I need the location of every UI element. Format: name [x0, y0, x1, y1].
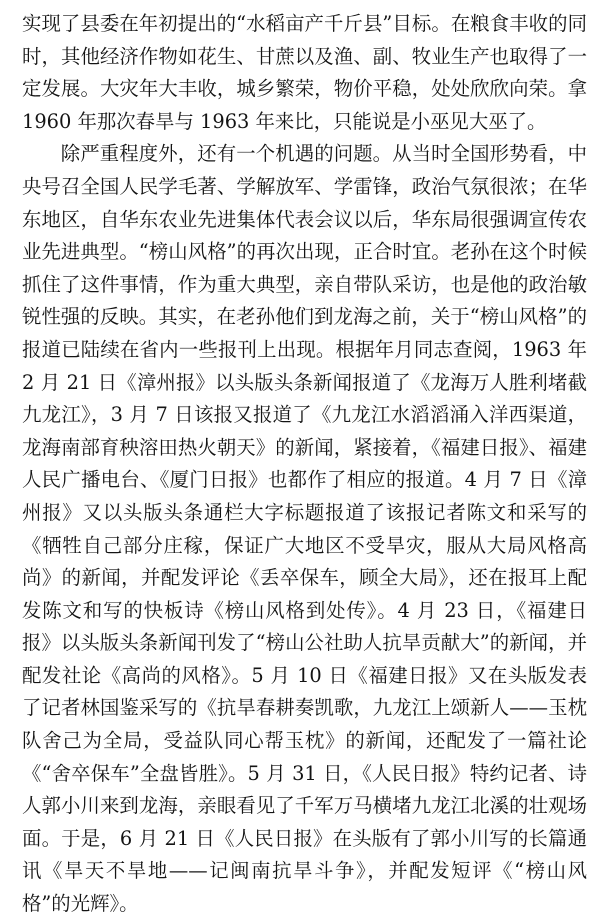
paragraph-bangshan-style: 除严重程度外，还有一个机遇的问题。从当时全国形势看，中央号召全国人民学毛著、学解放军、学雷锋，政治气氛很浓；在华东地区，自华东农业先进集体代表会议以后，华东局很强调宣传农业先进典型。“榜山风格”的再次出现，正合时宜。老孙在这个时候抓住了这件事情，作为重大典型，亲自带队采访，也是他的政治敏锐性强的反映。其实，在老孙他们到龙海之前，关于“榜山风格”的报道已陆续在省内一些报刊上出现。根据年月同志查阅，1963 年 2 月 21 日《漳州报》以头版头条新闻报道了《龙海万人胜利堵截九龙江》，3 月 7 日该报又报道了《九龙江水滔滔涌入洋西渠道，龙海南部育秧溶田热火朝天》的新闻，紧接着，《福建日报》、福建人民广播电台、《厦门日报》也都作了相应的报道。4 月 7 日《漳州报》又以头版头条通栏大字标题报道了该报记者陈文和采写的《牺牲自己部分庄稼，保证广大地区不受旱灾，服从大局风格高尚》的新闻，并配发评论《丢卒保车，顾全大局》，还在报耳上配发陈文和写的快板诗《榜山风格到处传》。4 月 23 日，《福建日报》以头版头条新闻刊发了“榜山公社助人抗旱贡献大”的新闻，并配发社论《高尚的风格》。5 月 10 日《福建日报》又在头版发表了记者林国鉴采写的《抗旱春耕奏凯歌，九龙江上颂新人——玉枕队舍己为全局，受益队同心帮玉枕》的新闻，还配发了一篇社论《“舍卒保车”全盘皆胜》。5 月 31 日，《人民日报》特约记者、诗人郭小川来到龙海，亲眼看见了千军万马横堵九龙江北溪的壮观场面。于是，6 月 21 日《人民日报》在头版有了郭小川写的长篇通讯《旱天不旱地——记闽南抗旱斗争》，并配发短评《“榜山风格”的光辉》。 — [22, 142, 587, 916]
document-page — [22, 8, 587, 921]
paragraph-continuation: 实现了县委在年初提出的“水稻亩产千斤县”目标。在粮食丰收的同时，其他经济作物如花生、甘蔗以及渔、副、牧业生产也取得了一定发展。大灾年大丰收，城乡繁荣，物价平稳，处处欣欣向荣。拿 1960 年那次春旱与 1963 年来比，只能说是小巫见大巫了。 — [22, 12, 587, 133]
